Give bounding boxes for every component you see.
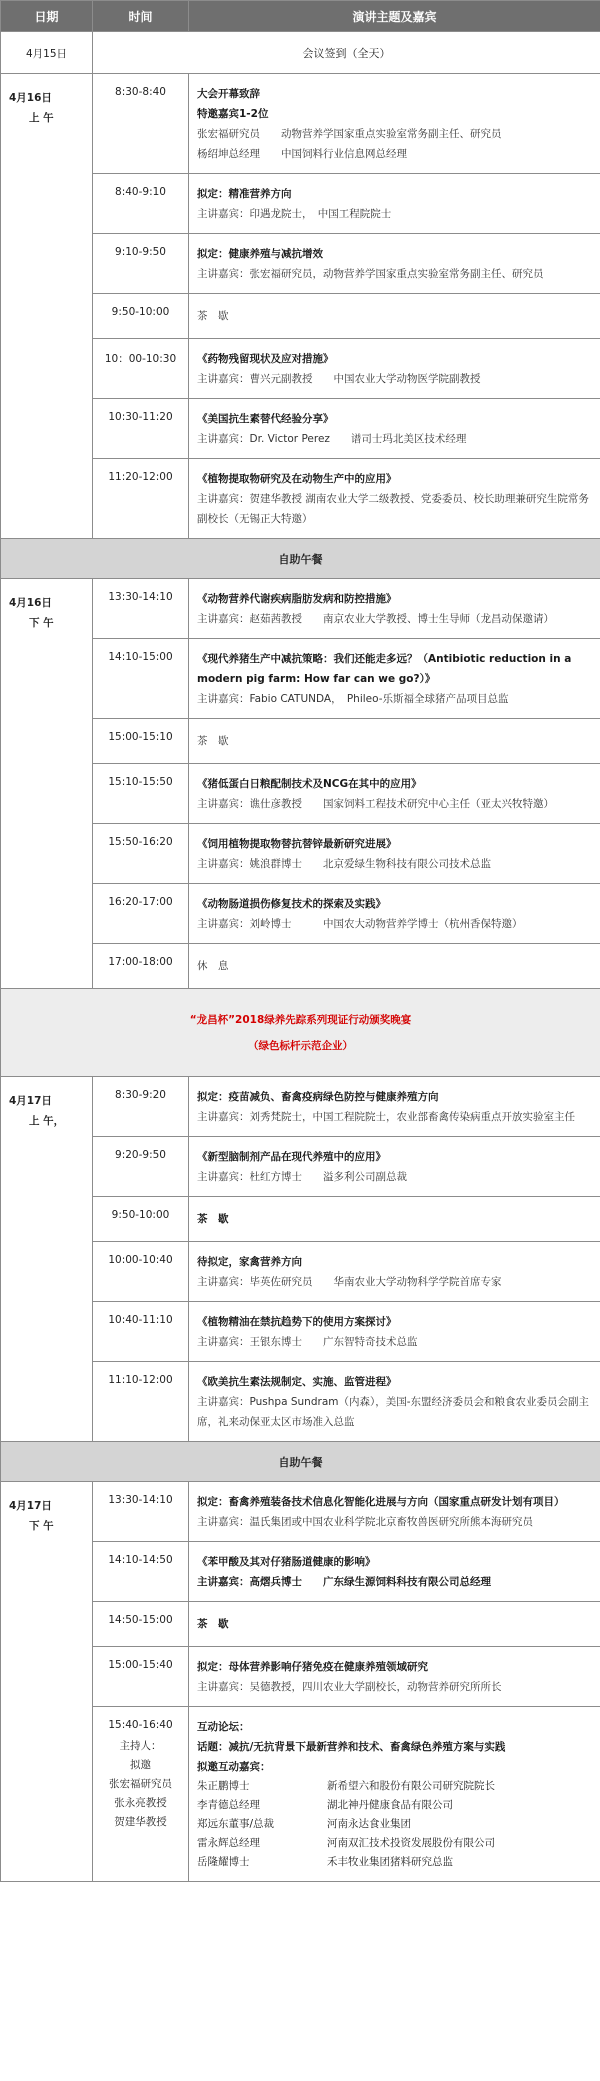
talk-speaker: 主讲嘉宾：Fabio CATUNDA， Phileo-乐斯福全球猪产品项目总监 [197,693,509,705]
session-content [189,884,600,944]
session-time: 10：00-10:30 [93,339,189,399]
session-date-cell [1,1482,93,1882]
session-time: 11:10-12:00 [93,1362,189,1442]
lunch-break-row [1,539,600,579]
session-content [189,1542,600,1602]
forum-host-label: 主持人： [119,1740,162,1752]
talk-speaker: 主讲嘉宾：Pushpa Sundram（内森），美国-东盟经济委员会和粮食农业委员会副主席，礼来动保亚太区市场准入总监 [197,1396,590,1428]
session-date: 4月17日 [9,1500,52,1512]
session-row [1,579,600,639]
session-period: 上 午 [29,112,54,124]
session-content [189,1647,600,1707]
forum-time-cell [93,1707,189,1882]
header-date: 日期 [1,1,93,32]
registration-text: 会议签到（全天） [93,32,600,74]
forum-guest-org: 河南永达食业集团 [327,1818,411,1830]
talk-title: 待拟定，家禽营养方向 [197,1256,302,1268]
talk-title: 《苯甲酸及其对仔猪肠道健康的影响》 [197,1556,376,1568]
talk-title: 拟定：母体营养影响仔猪免疫在健康养殖领域研究 [197,1661,428,1673]
session-period: 上 午， [29,1115,65,1127]
session-content [189,764,600,824]
session-time: 10:30-11:20 [93,399,189,459]
talk-title: 休 息 [197,960,229,972]
talk-speaker: 主讲嘉宾：张宏福研究员，动物营养学国家重点实验室常务副主任、研究员 [197,268,544,280]
session-time: 10:40-11:10 [93,1302,189,1362]
talk-title: 《新型脑制剂产品在现代养殖中的应用》 [197,1151,386,1163]
talk-title: 茶 歇 [197,310,229,322]
session-time: 15:00-15:40 [93,1647,189,1707]
forum-time: 15:40-16:40 [108,1719,173,1731]
session-time: 17:00-18:00 [93,944,189,989]
lunch-break-text: 自助午餐 [278,552,323,566]
talk-title: 《植物提取物研究及在动物生产中的应用》 [197,473,397,485]
lunch-break [1,539,600,579]
forum-host: 张永亮教授 [114,1797,167,1809]
session-time: 8:30-9:20 [93,1077,189,1137]
session-content [189,1602,600,1647]
forum-guest [197,1796,592,1815]
session-row [1,1482,600,1542]
session-date: 4月17日 [9,1095,52,1107]
talk-title: 茶 歇 [197,1213,229,1225]
talk-speaker: 张宏福研究员 动物营养学国家重点实验室常务副主任、研究员 [197,128,502,140]
talk-title: 拟定：疫苗减负、畜禽疫病绿色防控与健康养殖方向 [197,1091,439,1103]
talk-title: 《动物营养代谢疾病脂肪发病和防控措施》 [197,593,397,605]
talk-speaker: 主讲嘉宾：赵茹茜教授 南京农业大学教授、博士生导师（龙昌动保邀请） [197,613,554,625]
session-time: 13:30-14:10 [93,579,189,639]
forum-guest [197,1777,592,1796]
session-time: 8:30-8:40 [93,74,189,174]
talk-speaker: 主讲嘉宾：王银东博士 广东智特奇技术总监 [197,1336,418,1348]
talk-speaker: 主讲嘉宾：刘秀梵院士，中国工程院院士，农业部畜禽传染病重点开放实验室主任 [197,1111,575,1123]
registration-row [1,32,600,74]
session-time: 8:40-9:10 [93,174,189,234]
talk-speaker: 主讲嘉宾：曹兴元副教授 中国农业大学动物医学院副教授 [197,373,481,385]
session-time: 14:50-15:00 [93,1602,189,1647]
session-row [1,1077,600,1137]
session-content [189,234,600,294]
banner-cell [1,989,600,1077]
session-content [189,1302,600,1362]
session-time: 11:20-12:00 [93,459,189,539]
header-row [1,1,600,32]
session-content [189,294,600,339]
talk-title: 《植物精油在禁抗趋势下的使用方案探讨》 [197,1316,397,1328]
lunch-break-2-text: 自助午餐 [278,1455,323,1469]
talk-speaker: 主讲嘉宾：毕英佐研究员 华南农业大学动物科学学院首席专家 [197,1276,502,1288]
talk-title: 大会开幕致辞 [197,88,260,100]
lunch-break-2 [1,1442,600,1482]
session-time: 15:10-15:50 [93,764,189,824]
header-topic: 演讲主题及嘉宾 [189,1,600,32]
forum-guest-org: 河南双汇技术投资发展股份有限公司 [327,1837,495,1849]
session-date-cell [1,579,93,989]
session-content [189,1482,600,1542]
forum-guests-label: 拟邀互动嘉宾： [197,1761,271,1773]
forum-guest-name: 李青德总经理 [197,1799,260,1811]
session-content [189,74,600,174]
forum-guest [197,1853,592,1872]
forum-guest-name: 朱正鹏博士 [197,1780,250,1792]
talk-title: 《美国抗生素替代经验分享》 [197,413,334,425]
session-content [189,1077,600,1137]
session-date-cell [1,74,93,539]
session-content [189,174,600,234]
forum-guest [197,1834,592,1853]
talk-title: 《饲用植物提取物替抗替锌最新研究进展》 [197,838,397,850]
forum-host: 张宏福研究员 [109,1778,172,1790]
talk-title: 《药物残留现状及应对措施》 [197,353,334,365]
forum-topic: 话题：减抗/无抗背景下最新营养和技术、畜禽绿色养殖方案与实践 [197,1741,506,1753]
talk-title: 拟定：精准营养方向 [197,188,292,200]
talk-title: 《猪低蛋白日粮配制技术及NCG在其中的应用》 [197,778,422,790]
talk-speaker: 主讲嘉宾：高熠兵博士 广东绿生源饲料科技有限公司总经理 [197,1576,491,1588]
session-content [189,459,600,539]
session-content [189,719,600,764]
session-date: 4月16日 [9,597,52,609]
talk-speaker: 主讲嘉宾：杜红方博士 溢多利公司副总裁 [197,1171,407,1183]
talk-speaker: 主讲嘉宾：吴德教授，四川农业大学副校长，动物营养研究所所长 [197,1681,502,1693]
talk-speaker: 主讲嘉宾：姚浪群博士 北京爱绿生物科技有限公司技术总监 [197,858,491,870]
banner-subtitle: （绿色标杆示范企业） [248,1039,353,1052]
session-period: 下 午 [29,617,54,629]
session-time: 9:50-10:00 [93,1197,189,1242]
forum-guest-name: 雷永辉总经理 [197,1837,260,1849]
banner-title: “龙昌杯”2018绿养先踪系列现证行动颁奖晚宴 [189,1013,412,1026]
talk-speaker: 主讲嘉宾：印遇龙院士， 中国工程院院士 [197,208,392,220]
talk-speaker: 主讲嘉宾：贺建华教授 湖南农业大学二级教授、党委委员、校长助理兼研究生院常务副校长（无锡正大特邀） [197,493,589,525]
session-content [189,1197,600,1242]
forum-guest-name: 岳隆耀博士 [197,1856,250,1868]
registration-date: 4月15日 [1,32,93,74]
header-time: 时间 [93,1,189,32]
talk-speaker: 主讲嘉宾：温氏集团或中国农业科学院北京畜牧兽医研究所熊本海研究员 [197,1516,533,1528]
session-content [189,944,600,989]
forum-guest-name: 郑远东董事/总裁 [197,1818,275,1830]
session-date: 4月16日 [9,92,52,104]
forum-guest-org: 禾丰牧业集团猪料研究总监 [327,1856,453,1868]
talk-title: 《动物肠道损伤修复技术的探索及实践》 [197,898,386,910]
talk-speaker: 主讲嘉宾：刘岭博士 中国农大动物营养学博士（杭州香保特邀） [197,918,523,930]
session-content [189,1137,600,1197]
session-time: 9:10-9:50 [93,234,189,294]
session-time: 15:50-16:20 [93,824,189,884]
lunch-break-2-row [1,1442,600,1482]
session-row [1,74,600,174]
forum-content [189,1707,600,1882]
session-time: 9:50-10:00 [93,294,189,339]
forum-host: 贺建华教授 [114,1816,167,1828]
forum-guest-org: 湖北神丹健康食品有限公司 [327,1799,453,1811]
session-content [189,1362,600,1442]
session-time: 13:30-14:10 [93,1482,189,1542]
forum-hosts [93,1737,188,1832]
session-time: 10:00-10:40 [93,1242,189,1302]
talk-speaker: 主讲嘉宾：Dr. Victor Perez 谱司士玛北美区技术经理 [197,433,467,445]
talk-title: 《欧美抗生素法规制定、实施、监管进程》 [197,1376,397,1388]
session-content [189,824,600,884]
banner-row [1,989,600,1077]
talk-title: 茶 歇 [197,735,229,747]
session-time: 9:20-9:50 [93,1137,189,1197]
session-content [189,1242,600,1302]
talk-speaker: 杨绍坤总经理 中国饲料行业信息网总经理 [197,148,407,160]
talk-speaker: 特邀嘉宾1-2位 [197,108,269,120]
talk-title: 拟定：健康养殖与减抗增效 [197,248,323,260]
talk-title: 拟定：畜禽养殖装备技术信息化智能化进展与方向（国家重点研发计划有项目） [197,1496,565,1508]
forum-host: 拟邀 [130,1759,151,1771]
session-content [189,339,600,399]
forum-guest-org: 新希望六和股份有限公司研究院院长 [327,1780,495,1792]
session-content [189,579,600,639]
session-time: 14:10-14:50 [93,1542,189,1602]
session-time: 14:10-15:00 [93,639,189,719]
session-content [189,639,600,719]
session-period: 下 午 [29,1520,54,1532]
forum-title: 互动论坛： [197,1721,250,1733]
talk-speaker: 主讲嘉宾：谯仕彦教授 国家饲料工程技术研究中心主任（亚太兴牧特邀） [197,798,554,810]
session-content [189,399,600,459]
session-date-cell [1,1077,93,1442]
forum-guest [197,1815,592,1834]
talk-title: 茶 歇 [197,1618,229,1630]
session-time: 15:00-15:10 [93,719,189,764]
session-time: 16:20-17:00 [93,884,189,944]
talk-title: 《现代养猪生产中减抗策略：我们还能走多远？（Antibiotic reduction in a modern pig farm: How far can we go?）》 [197,653,572,685]
